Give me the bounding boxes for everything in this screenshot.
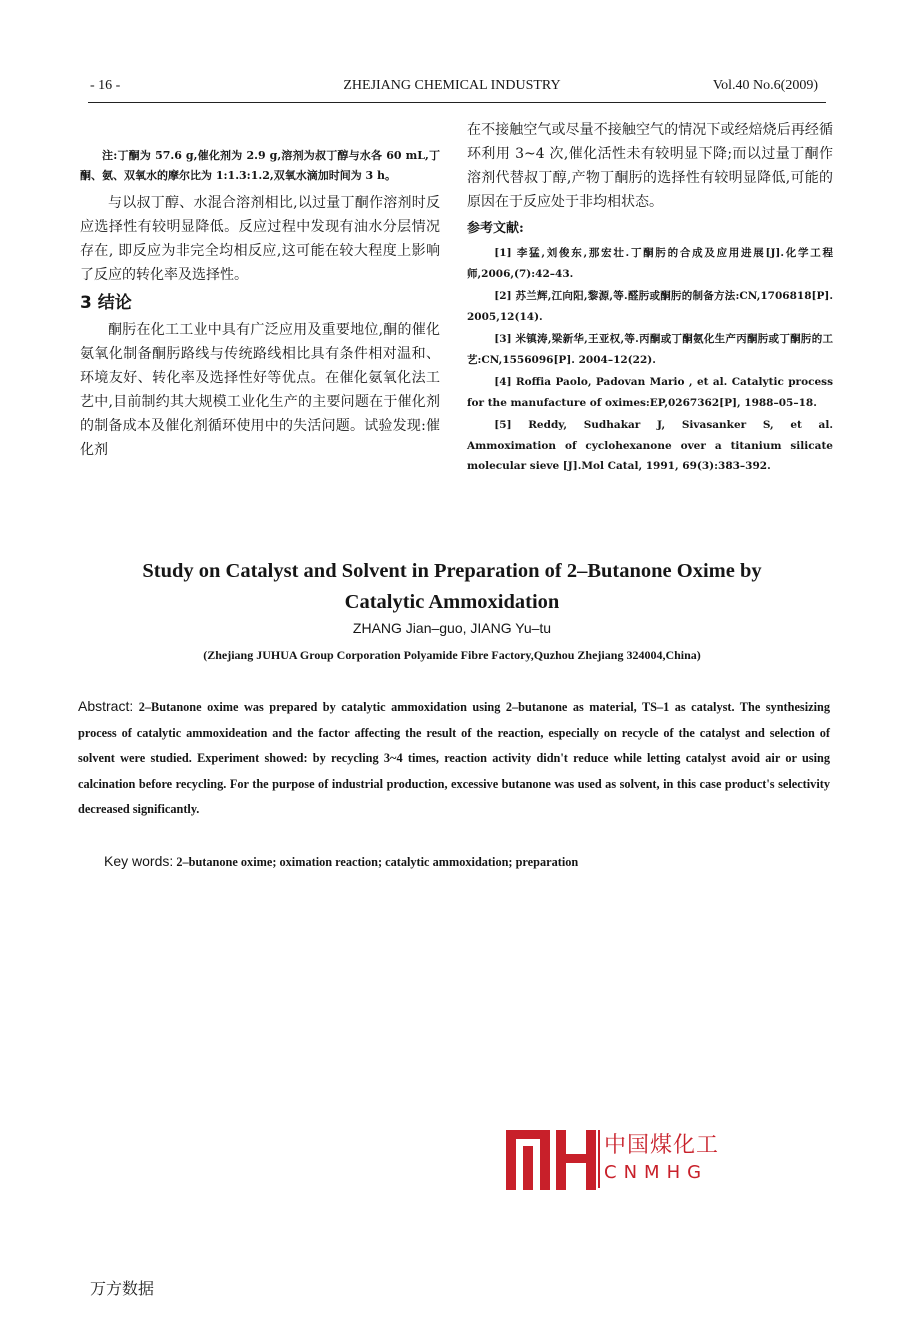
paragraph-solvent-comparison: 与以叔丁醇、水混合溶剂相比,以过量丁酮作溶剂时反应选择性有较明显降低。反应过程中发现有油水分层情况存在, 即反应为非完全均相反应,这可能在较大程度上影响了反应的转化率及选择性。 <box>80 195 440 283</box>
reference-item: [4] Roffia Paolo, Padovan Mario , et al. Catalytic process for the manufacture of oximes:EP,0267362[P], 1988–05–18. <box>467 376 833 409</box>
logo-chinese-text: 中国煤化工 <box>604 1133 720 1158</box>
abstract <box>78 694 830 823</box>
header-rule <box>88 102 826 103</box>
reference-item: [2] 苏兰辉,江向阳,黎源,等.醛肟或酮肟的制备方法:CN,1706818[P]. 2005,12(14). <box>467 290 833 323</box>
authors: ZHANG Jian–guo, JIANG Yu–tu <box>352 620 552 636</box>
affiliation: (Zhejiang JUHUA Group Corporation Polyamide Fibre Factory,Quzhou Zhejiang 324004,China) <box>203 648 701 662</box>
references-title: 参考文献: <box>467 221 524 236</box>
page-number: - 16 - <box>90 78 121 93</box>
table-note: 注:丁酮为 57.6 g,催化剂为 2.9 g,溶剂为叔丁醇与水各 60 mL,丁酮、氨、双氧水的摩尔比为 1:1.3:1.2,双氧水滴加时间为 3 h。 <box>80 149 440 182</box>
journal-name: ZHEJIANG CHEMICAL INDUSTRY <box>343 78 561 93</box>
paragraph-conclusion-continued: 在不接触空气或尽量不接触空气的情况下或经焙烧后再经循环利用 3~4 次,催化活性未有较明显下降;而以过量丁酮作溶剂代替叔丁醇,产物丁酮肟的选择性有较明显降低,可能的原因在于反应处于非均相状态。 <box>467 122 833 210</box>
logo-english-text: CNMHG <box>604 1162 709 1183</box>
reference-item: [3] 米镇涛,梁新华,王亚权,等.丙酮或丁酮氨化生产丙酮肟或丁酮肟的工艺:CN,1556096[P]. 2004–12(22). <box>467 333 833 366</box>
issue-info: Vol.40 No.6(2009) <box>712 78 818 93</box>
reference-item: [1] 李猛,刘俊东,那宏壮.丁酮肟的合成及应用进展[J].化学工程师,2006,(7):42–43. <box>467 247 833 280</box>
english-title-line: Study on Catalyst and Solvent in Preparation of 2–Butanone Oxime by <box>142 560 762 582</box>
keywords <box>104 850 830 873</box>
english-title <box>0 556 904 618</box>
logo-divider <box>598 1130 600 1188</box>
reference-item: [5] Reddy, Sudhakar J, Sivasanker S, et al. Ammoximation of cyclohexanone over a titanium silicate molecular sieve [J].Mol Catal, 1991, 69(3):383–392. <box>467 419 833 472</box>
right-column <box>467 118 833 479</box>
abstract-text: 2–Butanone oxime was prepared by catalytic ammoxidation using 2–butanone as material, TS–1 as catalyst. The synthesizing process of catalytic ammoxideation and the factor affecting the result of the reaction, especially on recycle of the catalyst and selection of solvent were studied. Experiment showed: by recycling 3~4 times, reaction activity didn't reduce while letting catalyst avoid air or using calcination before recycling. For the purpose of industrial production, excessive butanone was used as solvent, in this case product's selectivity decreased significantly. <box>78 700 830 816</box>
keywords-text: 2–butanone oxime; oximation reaction; catalytic ammoxidation; preparation <box>176 855 579 869</box>
keywords-label: Key words: <box>104 853 174 869</box>
paragraph-conclusion: 酮肟在化工工业中具有广泛应用及重要地位,酮的催化氨氧化制备酮肟路线与传统路线相比具有条件相对温和、环境友好、转化率及选择性好等优点。在催化氨氧化法工艺中,目前制约其大规模工业化生产的主要问题在于催化剂的制备成本及催化剂循环使用中的失活问题。试验发现:催化剂 <box>80 322 440 458</box>
english-title-line: Catalytic Ammoxidation <box>344 591 560 613</box>
abstract-label: Abstract: <box>78 698 134 714</box>
section-heading-conclusion: 3 结论 <box>80 293 132 313</box>
left-column <box>80 146 440 462</box>
source-watermark: 万方数据 <box>90 1279 155 1298</box>
